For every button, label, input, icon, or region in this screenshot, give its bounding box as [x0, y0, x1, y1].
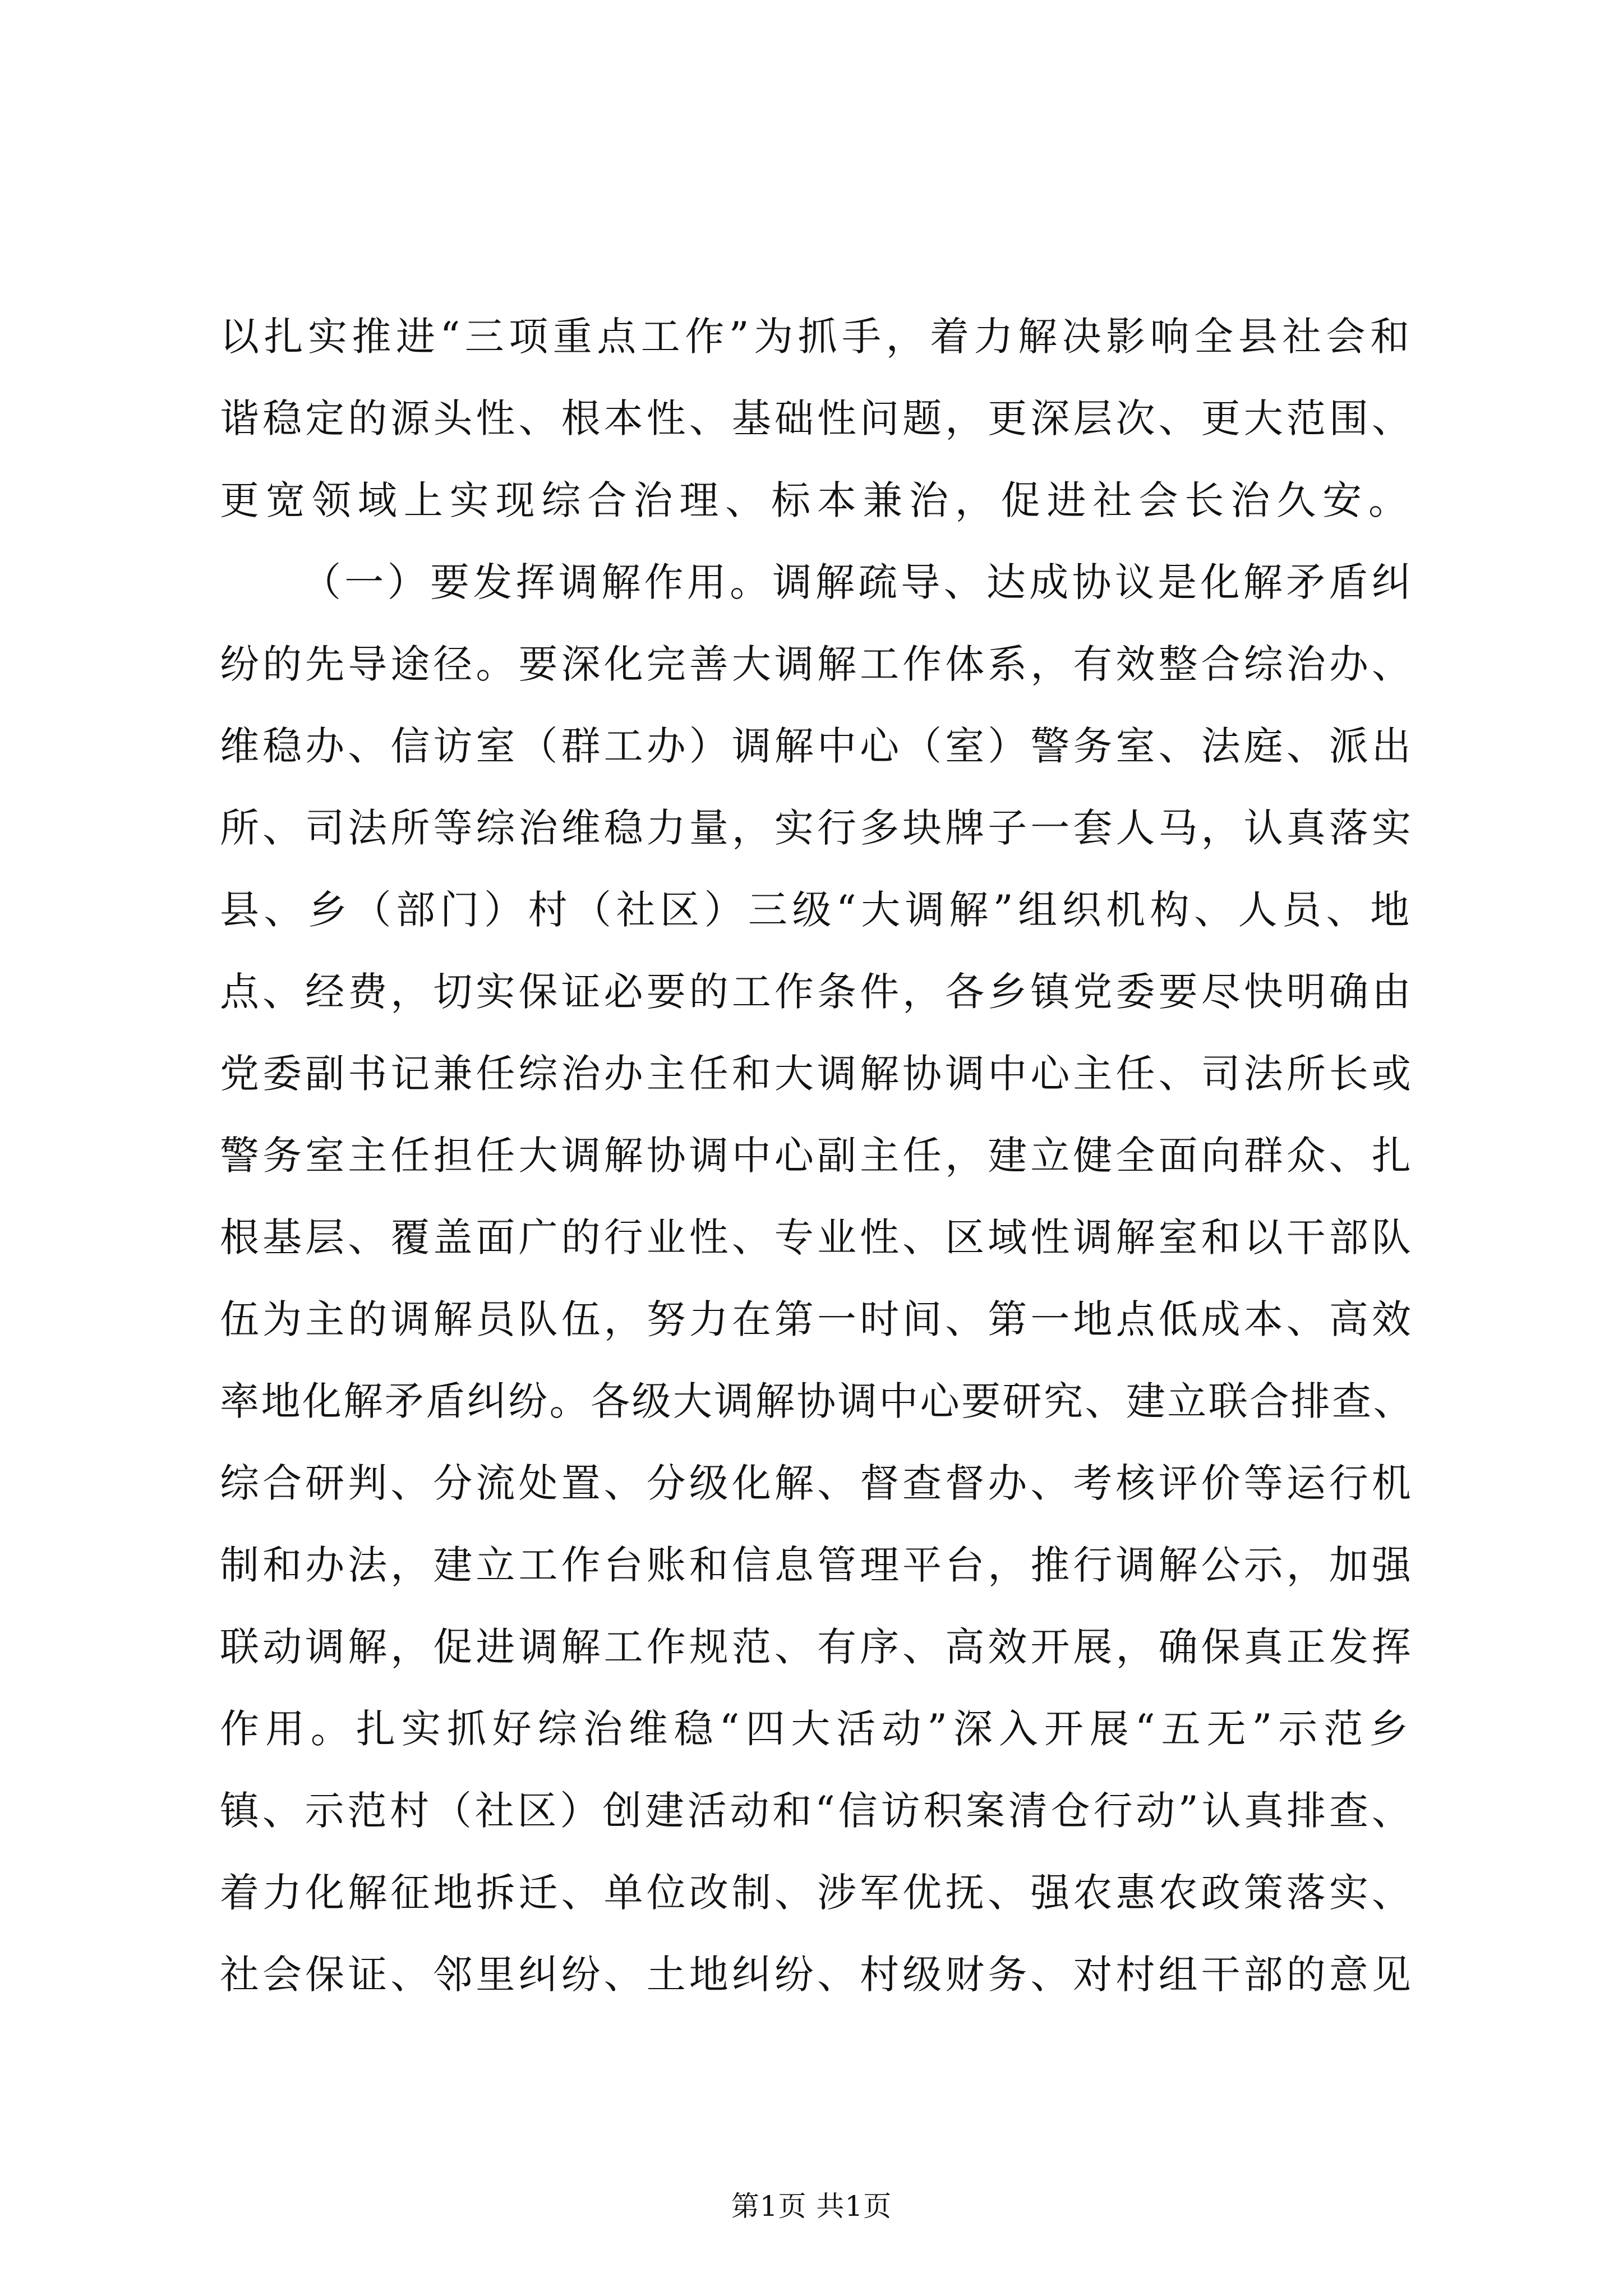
text-line: 纷的先导途径。要深化完善大调解工作体系，有效整合综治办、: [220, 641, 1414, 687]
text-line: 制和办法，建立工作台账和信息管理平台，推行调解公示，加强: [220, 1542, 1414, 1588]
text-line: 警务室主任担任大调解协调中心副主任，建立健全面向群众、扎: [220, 1133, 1414, 1179]
text-line: 点、经费，切实保证必要的工作条件，各乡镇党委要尽快明确由: [220, 969, 1414, 1015]
paragraph-heading-line: （一）要发挥调解作用。调解疏导、达成协议是化解矛盾纠: [302, 559, 1414, 605]
text-line: 县、乡（部门）村（社区）三级“大调解”组织机构、人员、地: [220, 887, 1414, 933]
text-line: 率地化解矛盾纠纷。各级大调解协调中心要研究、建立联合排查、: [220, 1378, 1414, 1424]
text-line: 着力化解征地拆迁、单位改制、涉军优抚、强农惠农政策落实、: [220, 1870, 1414, 1916]
text-line: 更宽领域上实现综合治理、标本兼治，促进社会长治久安。: [220, 477, 1414, 523]
page-number-footer: 第1页 共1页: [731, 2190, 892, 2223]
text-line: 镇、示范村（社区）创建活动和“信访积案清仓行动”认真排查、: [220, 1788, 1414, 1834]
text-line: 谐稳定的源头性、根本性、基础性问题，更深层次、更大范围、: [220, 395, 1414, 441]
text-line: 作用。扎实抓好综治维稳“四大活动”深入开展“五无”示范乡: [220, 1706, 1415, 1752]
text-line: 党委副书记兼任综治办主任和大调解协调中心主任、司法所长或: [220, 1051, 1414, 1097]
text-line: 综合研判、分流处置、分级化解、督查督办、考核评价等运行机: [220, 1460, 1414, 1506]
text-line: 社会保证、邻里纠纷、土地纠纷、村级财务、对村组干部的意见: [220, 1952, 1414, 1998]
text-line: 联动调解，促进调解工作规范、有序、高效开展，确保真正发挥: [220, 1624, 1414, 1670]
text-line: 根基层、覆盖面广的行业性、专业性、区域性调解室和以干部队: [220, 1214, 1414, 1260]
text-line: 维稳办、信访室（群工办）调解中心（室）警务室、法庭、派出: [220, 723, 1414, 769]
text-line: 所、司法所等综治维稳力量，实行多块牌子一套人马，认真落实: [220, 805, 1414, 851]
text-line: 以扎实推进“三项重点工作”为抓手，着力解决影响全县社会和: [220, 314, 1414, 360]
text-line: 伍为主的调解员队伍，努力在第一时间、第一地点低成本、高效: [220, 1296, 1414, 1342]
